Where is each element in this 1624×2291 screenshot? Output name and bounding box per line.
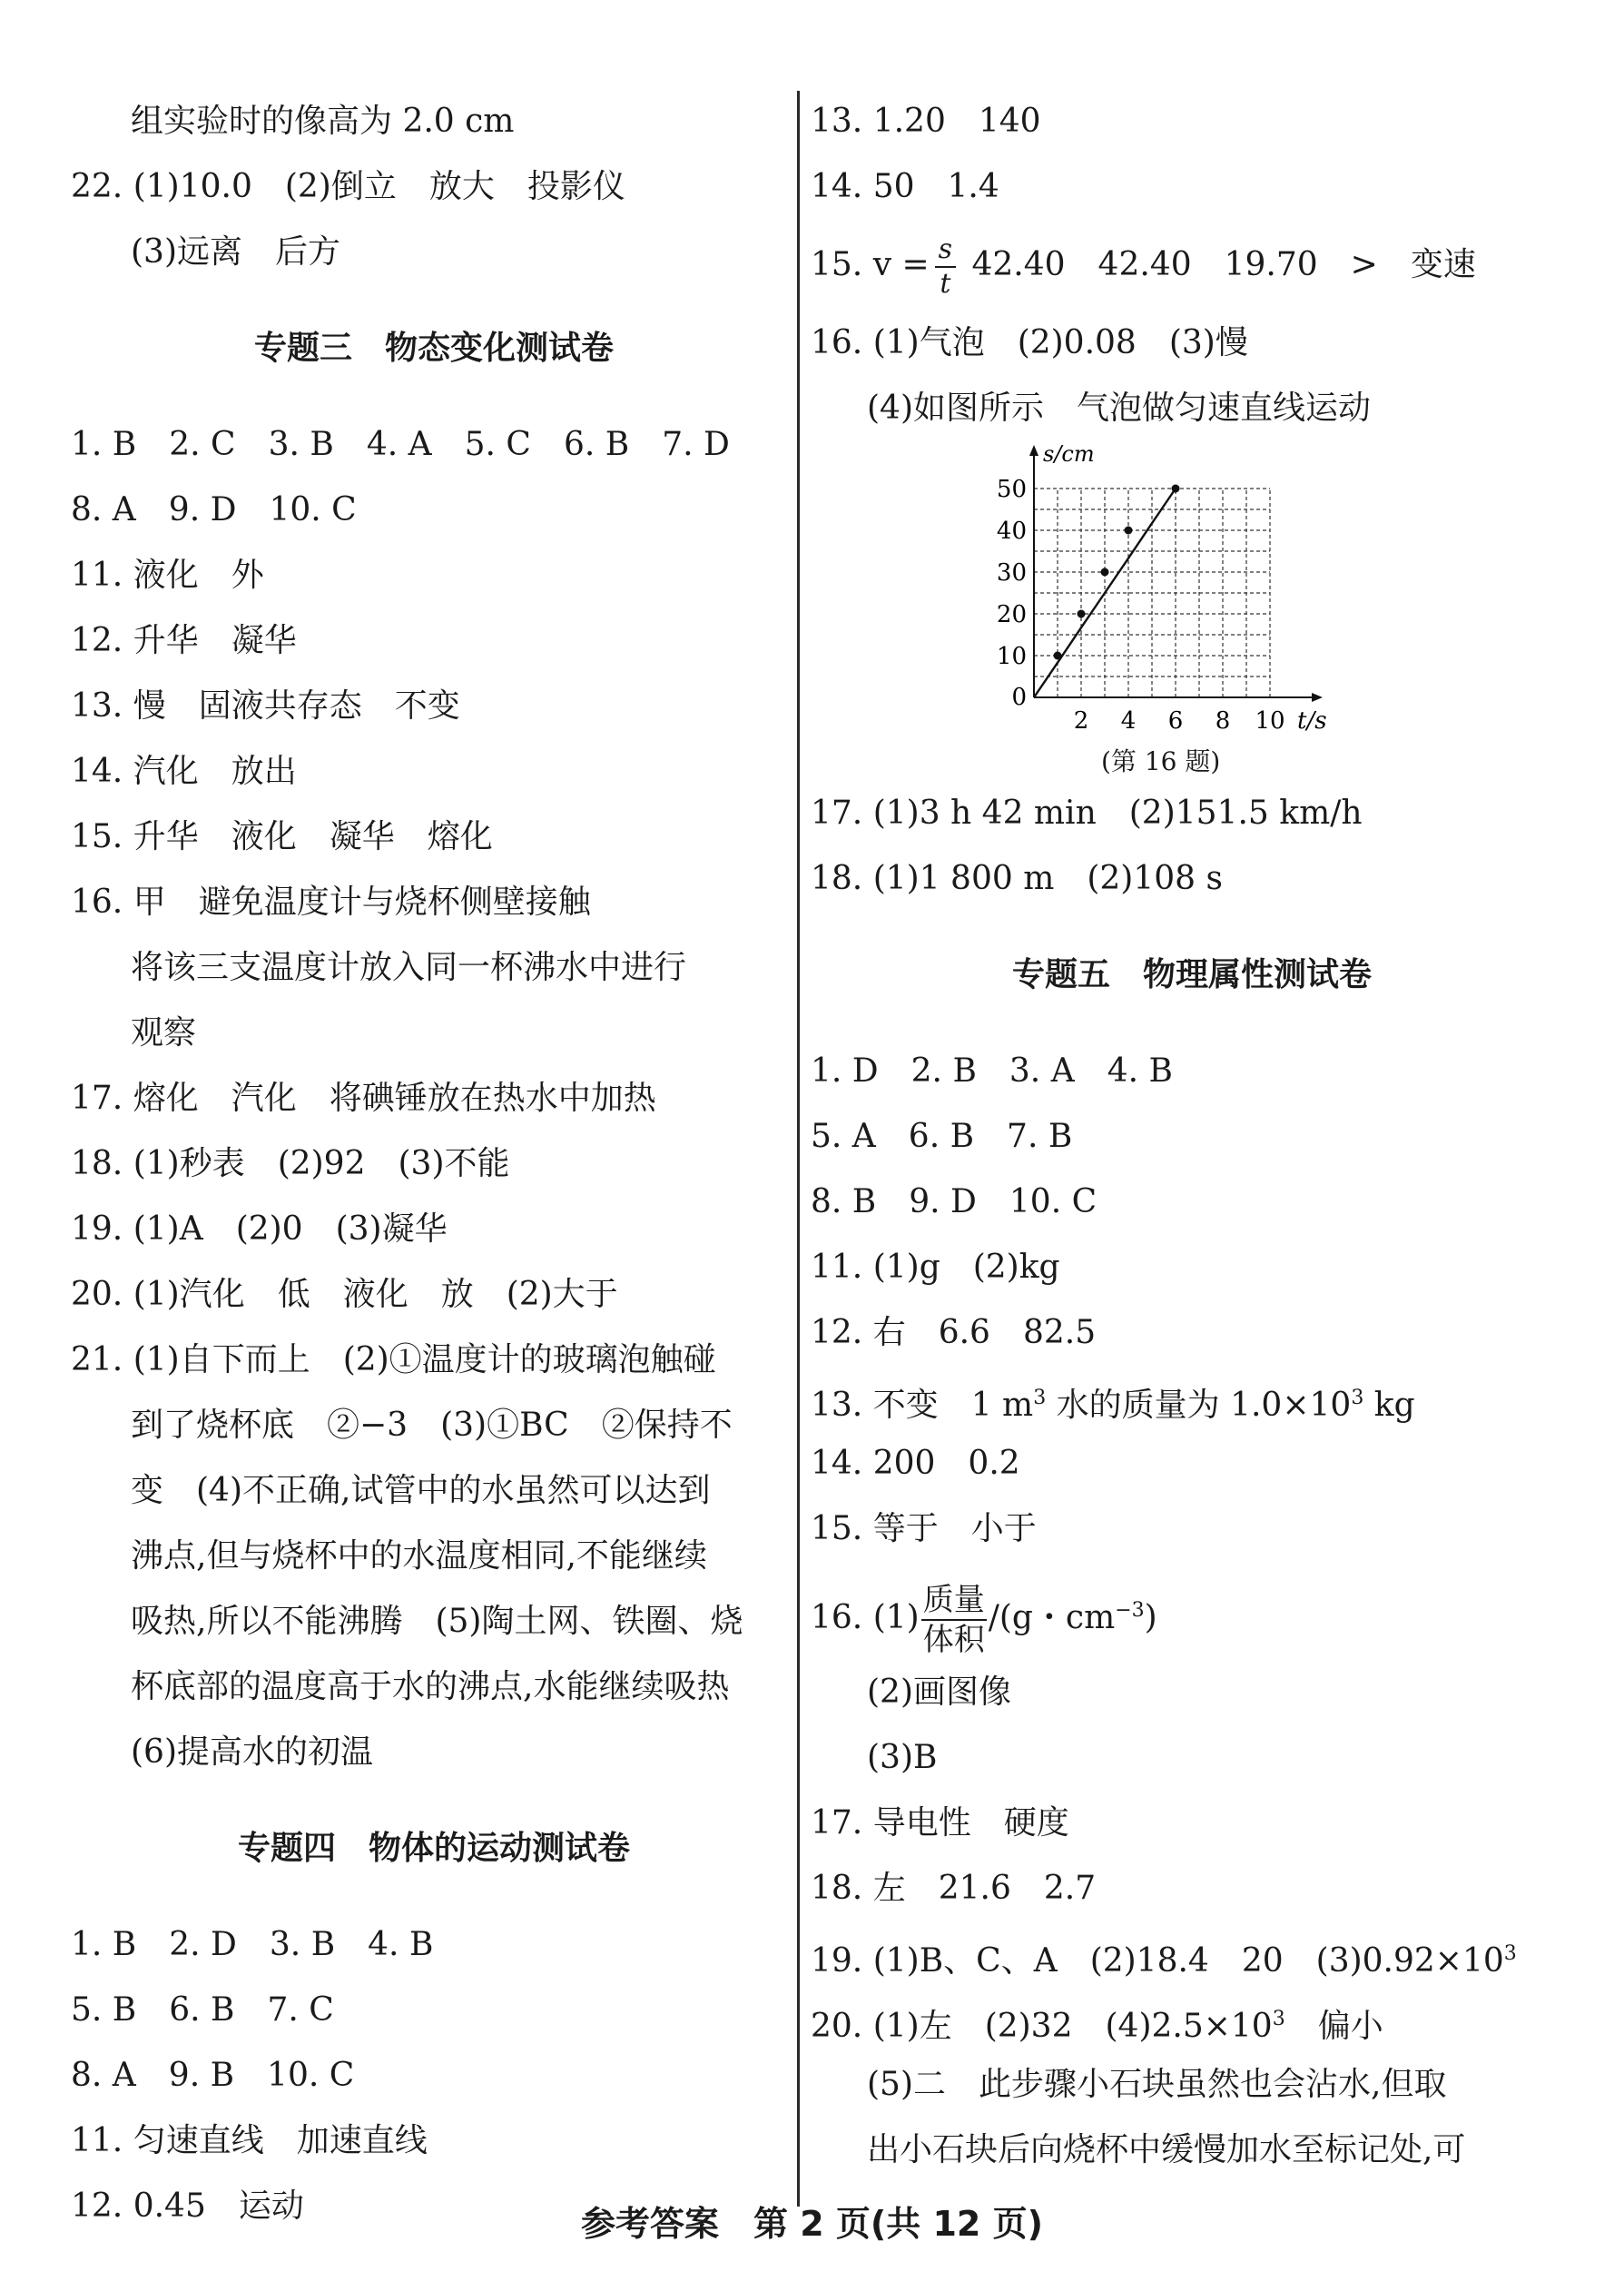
answer-line: (5)二 此步骤小石块虽然也会沾水,但取 [867, 2066, 1447, 2103]
figure-caption: (第 16 题) [1101, 746, 1221, 776]
x-tick-label: 4 [1120, 707, 1137, 735]
answer-line: 12. 0.45 运动 [71, 2187, 304, 2225]
origin-label: 0 [1011, 684, 1027, 711]
y-tick-label: 10 [996, 643, 1027, 670]
answer-line: 观察 [131, 1014, 197, 1052]
answer-line: 17. (1)3 h 42 min (2)151.5 km/h [811, 795, 1363, 832]
answer-line: 22. (1)10.0 (2)倒立 放大 投影仪 [71, 168, 625, 205]
answer-line: 杯底部的温度高于水的沸点,水能继续吸热 [131, 1668, 730, 1705]
answer-line: 14. 汽化 放出 [71, 753, 297, 790]
section-title-4: 专题四 物体的运动测试卷 [237, 1830, 630, 1867]
chart-labels [997, 443, 1327, 735]
answer-line: 8. A 9. B 10. C [71, 2057, 355, 2094]
y-tick-label: 20 [996, 601, 1027, 628]
data-point [1125, 527, 1133, 535]
fraction-numerator: s [935, 233, 956, 268]
superscript: 3 [1503, 1942, 1517, 1965]
answer-line: (2)画图像 [867, 1674, 1011, 1711]
text-part: 16. (1) [811, 1599, 920, 1636]
answer-line: 11. 匀速直线 加速直线 [71, 2122, 428, 2159]
answer-line: 14. 50 1.4 [811, 168, 999, 205]
answer-line: 15. 升华 液化 凝华 熔化 [71, 818, 493, 855]
y-tick-label: 50 [996, 476, 1027, 503]
x-axis-label: t/s [1297, 707, 1327, 735]
data-point [1172, 485, 1180, 493]
text-part: ) [1144, 1599, 1157, 1636]
page-footer: 参考答案 第 2 页(共 12 页) [581, 2204, 1043, 2244]
fraction-numerator: 质量 [921, 1581, 987, 1621]
answer-line: 出小石块后向烧杯中缓慢加水至标记处,可 [867, 2131, 1466, 2168]
answer-line: 11. (1)g (2)kg [811, 1249, 1060, 1286]
text-part: kg [1363, 1387, 1415, 1424]
answer-line [811, 1366, 1573, 1431]
right-column [811, 89, 1573, 2183]
answer-line: 18. 左 21.6 2.7 [811, 1870, 1097, 1907]
answer-line [811, 1921, 1573, 1987]
data-point [1101, 568, 1109, 577]
answer-line: 变 (4)不正确,试管中的水虽然可以达到 [131, 1472, 711, 1509]
formula-prefix: 15. v = [811, 246, 930, 283]
superscript: 3 [1033, 1387, 1047, 1409]
chart-grid [1034, 489, 1270, 697]
answer-line: 14. 200 0.2 [811, 1445, 1020, 1482]
x-tick-label: 10 [1255, 707, 1285, 735]
x-tick-label: 8 [1215, 707, 1231, 735]
fraction-denominator: t [940, 268, 951, 300]
density-fraction [921, 1581, 987, 1659]
answer-line: 21. (1)自下而上 (2)①温度计的玻璃泡触碰 [71, 1341, 716, 1378]
superscript: 3 [1351, 1387, 1364, 1409]
text-part: 20. (1)左 (2)32 (4)2.5×10 [811, 2008, 1273, 2045]
answer-line: 18. (1)秒表 (2)92 (3)不能 [71, 1145, 510, 1182]
superscript: −3 [1115, 1599, 1145, 1622]
answer-line: 将该三支温度计放入同一杯沸水中进行 [131, 949, 687, 986]
answer-line: 8. B 9. D 10. C [811, 1183, 1097, 1220]
answer-line: 吸热,所以不能沸腾 (5)陶土网、铁圈、烧 [131, 1603, 743, 1640]
answer-line: 19. (1)A (2)0 (3)凝华 [71, 1210, 448, 1248]
x-tick-label: 6 [1167, 707, 1184, 735]
y-tick-label: 30 [996, 559, 1027, 587]
speed-fraction [935, 233, 956, 301]
chart-marks [1034, 485, 1180, 698]
text-part: 13. 不变 1 m [811, 1387, 1034, 1424]
answer-line: (4)如图所示 气泡做匀速直线运动 [867, 390, 1371, 427]
answer-line: 11. 液化 外 [71, 557, 264, 594]
section3-answers [71, 412, 797, 1785]
text-part: 19. (1)B、C、A (2)18.4 20 (3)0.92×10 [811, 1942, 1504, 1980]
data-point [1078, 610, 1086, 618]
formula-rest: 42.40 42.40 19.70 > 变速 [971, 246, 1476, 283]
answer-line: 到了烧杯底 ②−3 (3)①BC ②保持不 [131, 1407, 733, 1444]
answer-line: 17. 导电性 硬度 [811, 1804, 1069, 1842]
y-axis-arrow [1029, 445, 1038, 456]
y-axis-label: s/cm [1043, 443, 1095, 467]
answer-line: (3)B [867, 1739, 938, 1776]
x-tick-label: 2 [1073, 707, 1089, 735]
data-point [1054, 652, 1062, 660]
answer-line: 12. 右 6.6 82.5 [811, 1314, 1097, 1351]
text-part: 偏小 [1284, 2008, 1383, 2045]
answer-line: 1. B 2. D 3. B 4. B [71, 1926, 434, 1963]
x-axis-arrow [1312, 693, 1323, 702]
answer-line: 16. 甲 避免温度计与烧杯侧壁接触 [71, 884, 591, 921]
answer-line: 15. 等于 小于 [811, 1510, 1037, 1547]
s-t-graph [970, 443, 1352, 743]
answer-line: 18. (1)1 800 m (2)108 s [811, 860, 1223, 897]
answer-line: 16. (1)气泡 (2)0.08 (3)慢 [811, 324, 1248, 361]
answer-line: 20. (1)汽化 低 液化 放 (2)大于 [71, 1276, 618, 1313]
y-tick-label: 40 [996, 518, 1027, 545]
superscript: 3 [1272, 2008, 1285, 2030]
answer-line: 5. A 6. B 7. B [811, 1118, 1073, 1155]
answer-line: 1. B 2. C 3. B 4. A 5. C 6. B 7. D [71, 426, 730, 463]
text-part: /(g・cm [988, 1599, 1116, 1636]
answer-line: 组实验时的像高为 2.0 cm [131, 103, 515, 140]
answer-line: (3)远离 后方 [131, 233, 340, 271]
answer-line-formula [811, 220, 1573, 311]
answer-line: 8. A 9. D 10. C [71, 491, 357, 528]
answer-line: 12. 升华 凝华 [71, 622, 297, 659]
answer-line-density [811, 1562, 1573, 1660]
answer-line: 13. 1.20 140 [811, 103, 1041, 140]
answer-line: 17. 熔化 汽化 将碘锤放在热水中加热 [71, 1080, 656, 1117]
answer-line: 13. 慢 固液共存态 不变 [71, 687, 460, 725]
answer-line [811, 1987, 1573, 2052]
answer-line: 5. B 6. B 7. C [71, 1991, 334, 2029]
text-part: 水的质量为 1.0×10 [1046, 1387, 1352, 1424]
column-divider [797, 91, 800, 2207]
section-title-3: 专题三 物态变化测试卷 [253, 330, 614, 367]
answer-line: (6)提高水的初温 [131, 1733, 373, 1771]
left-column [71, 89, 797, 2239]
fraction-denominator: 体积 [922, 1622, 985, 1658]
section-title-5: 专题五 物理属性测试卷 [1011, 956, 1372, 993]
answer-line: 1. D 2. B 3. A 4. B [811, 1052, 1173, 1090]
answer-line: 沸点,但与烧杯中的水温度相同,不能继续 [131, 1537, 707, 1575]
